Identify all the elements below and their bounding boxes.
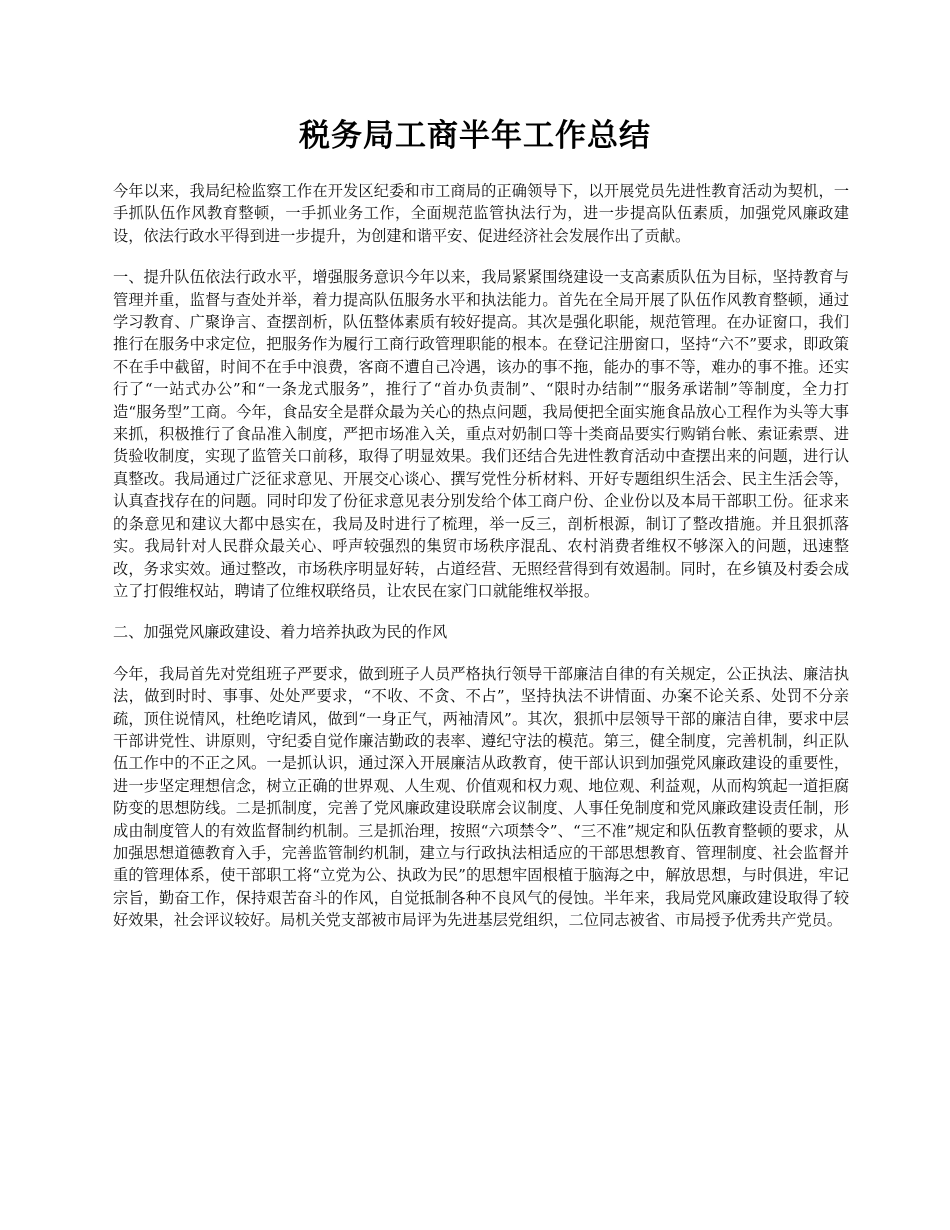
section-one-paragraph: 一、提升队伍依法行政水平，增强服务意识今年以来，我局紧紧围绕建设一支高素质队伍为目标，坚持教育与管理并重，监督与查处并举，着力提高队伍服务水平和执法能力。首先在全局开展了队伍作风教育整顿，通过学习教育、广聚诤言、查摆剖析，队伍整体素质有较好提高。其次是强化职能，规范管理。在办证窗口，我们推行在服务中求定位，把服务作为履行工商行政管理职能的根本。在登记注册窗口，坚持“六不”要求，即政策不在手中截留，时间不在手中浪费，客商不遭自己冷遇，该办的事不拖，能办的事不等，难办的事不推。还实行了“一站式办公”和“一条龙式服务”，推行了“首办负责制”、“限时办结制”“服务承诺制”等制度，全力打造“服务型”工商。今年，食品安全是群众最为关心的热点问题，我局便把全面实施食品放心工程作为头等大事来抓，积极推行了食品准入制度，严把市场准入关，重点对奶制口等十类商品要实行购销台帐、索证索票、进货验收制度，实现了监管关口前移，取得了明显效果。我们还结合先进性教育活动中查摆出来的问题，进行认真整改。我局通过广泛征求意见、开展交心谈心、撰写党性分析材料、开好专题组织生活会、民主生活会等，认真查找存在的问题。同时印发了份征求意见表分别发给个体工商户份、企业份以及本局干部职工份。征求来的条意见和建议大都中恳实在，我局及时进行了梳理，举一反三，剖析根源，制订了整改措施。并且狠抓落实。我局针对人民群众最关心、呼声较强烈的集贸市场秩序混乱、农村消费者维权不够深入的问题，迅速整改，务求实效。通过整改，市场秩序明显好转，占道经营、无照经营得到有效遏制。同时，在乡镇及村委会成立了打假维权站，聘请了位维权联络员，让农民在家门口就能维权举报。: [113, 268, 849, 600]
section-two-heading: 二、加强党风廉政建设、着力培养执政为民的作风: [113, 623, 448, 642]
intro-paragraph: 今年以来，我局纪检监察工作在开发区纪委和市工商局的正确领导下，以开展党员先进性教育活动为契机，一手抓队伍作风教育整顿，一手抓业务工作，全面规范监管执法行为，进一步提高队伍素质，加强党风廉政建设，依法行政水平得到进一步提升，为创建和谐平安、促进经济社会发展作出了贡献。: [113, 182, 849, 245]
document-title: 税务局工商半年工作总结: [299, 118, 651, 154]
document-body: [113, 180, 849, 951]
section-two-paragraph: 今年，我局首先对党组班子严要求，做到班子人员严格执行领导干部廉洁自律的有关规定，公正执法、廉洁执法，做到时时、事事、处处严要求，“不收、不贪、不占”，坚持执法不讲情面、办案不论关系、处罚不分亲疏，顶住说情风，杜绝吃请风，做到“一身正气，两袖清风”。其次，狠抓中层领导干部的廉洁自律，要求中层干部讲党性、讲原则，守纪委自觉作廉洁勤政的表率、遵纪守法的模范。第三，健全制度，完善机制，纠正队伍工作中的不正之风。一是抓认识，通过深入开展廉洁从政教育，使干部认识到加强党风廉政建设的重要性，进一步坚定理想信念，树立正确的世界观、人生观、价值观和权力观、地位观、利益观，从而构筑起一道拒腐防变的思想防线。二是抓制度，完善了党风廉政建设联席会议制度、人事任免制度和党风廉政建设责任制，形成由制度管人的有效监督制约机制。三是抓治理，按照“六项禁令”、“三不准”规定和队伍教育整顿的要求，从加强思想道德教育入手，完善监管制约机制，建立与行政执法相适应的干部思想教育、管理制度、社会监督并重的管理体系，使干部职工将“立党为公、执政为民”的思想牢固根植于脑海之中，解放思想，与时俱进，牢记宗旨，勤奋工作，保持艰苦奋斗的作风，自觉抵制各种不良风气的侵蚀。半年来，我局党风廉政建设取得了较好效果，社会评议较好。局机关党支部被市局评为先进基层党组织，二位同志被省、市局授予优秀共产党员。: [113, 664, 849, 930]
